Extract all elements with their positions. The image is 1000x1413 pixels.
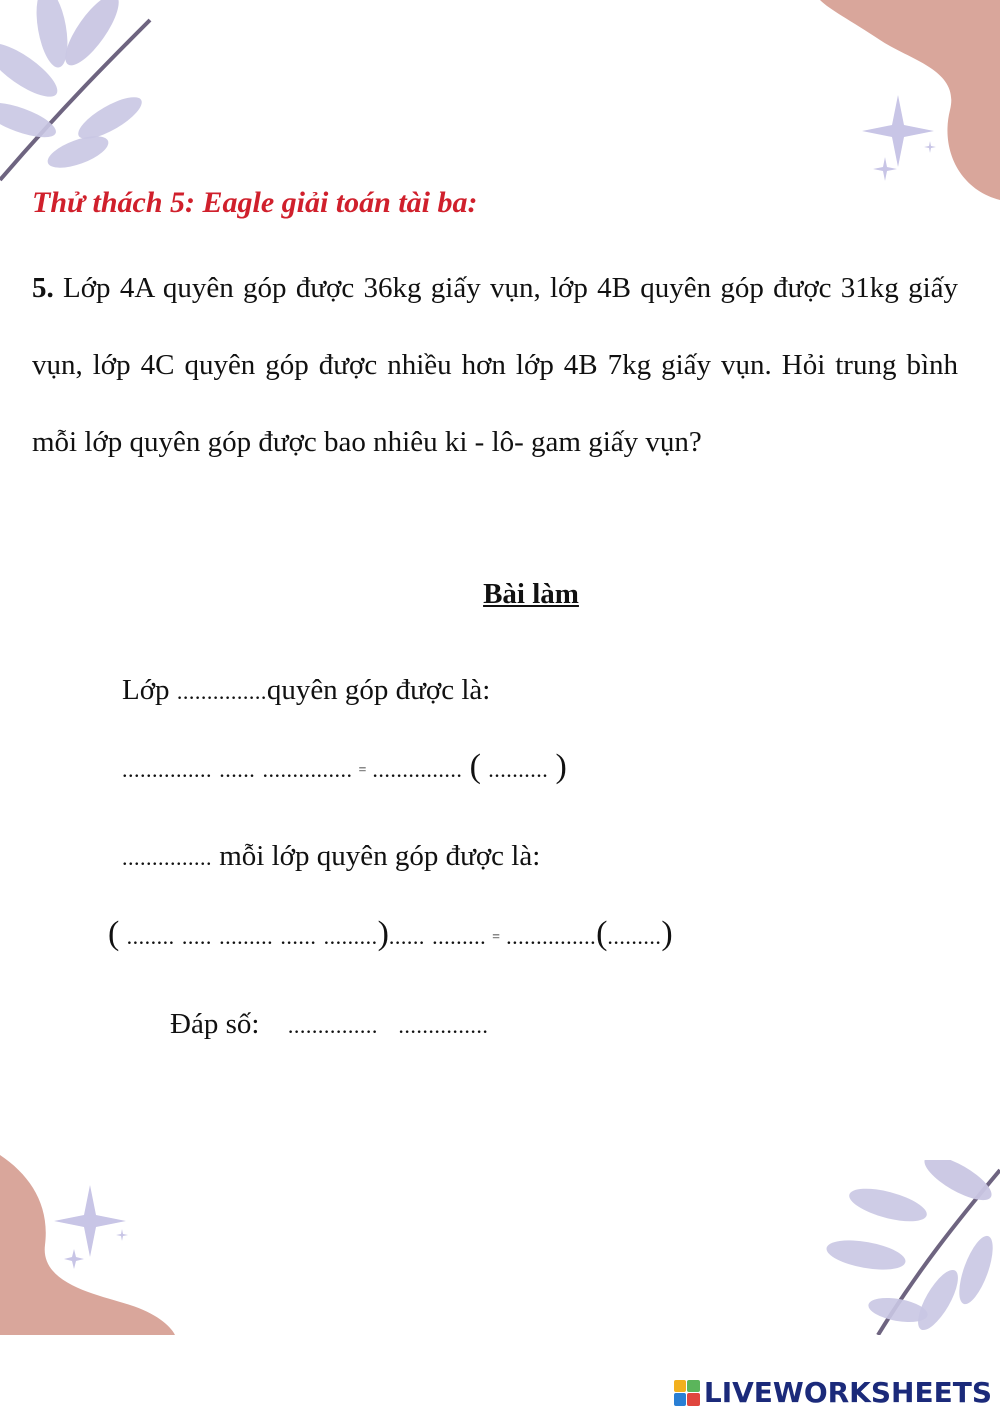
line4-equals: = xyxy=(492,930,501,945)
sparkle-icon xyxy=(50,1185,140,1275)
problem-number: 5. xyxy=(32,272,54,304)
line4-blank-b[interactable]: ..... xyxy=(181,924,212,949)
work-heading: Bài làm xyxy=(483,578,579,610)
final-answer-blank-unit[interactable]: ............... xyxy=(398,1013,489,1038)
answer-line-2 xyxy=(122,748,567,786)
answer-line-1 xyxy=(122,674,490,707)
line4-blank-g[interactable]: ......... xyxy=(432,924,487,949)
line2-open-paren: ( xyxy=(469,748,481,785)
leaf-branch-icon xyxy=(0,0,160,190)
line2-blank-unit[interactable]: .......... xyxy=(488,757,549,782)
line2-close-paren: ) xyxy=(555,748,567,785)
final-answer-blank-value[interactable]: ............... xyxy=(287,1013,378,1038)
line4-open-paren: ( xyxy=(108,915,120,952)
liveworksheets-brand[interactable] xyxy=(674,1376,992,1409)
brand-name: LIVEWORKSHEETS xyxy=(703,1376,992,1409)
line4-blank-c[interactable]: ......... xyxy=(219,924,274,949)
answer-line-3 xyxy=(122,840,540,873)
line4-blank-unit[interactable]: ......... xyxy=(607,924,662,949)
liveworksheets-logo-icon xyxy=(674,1380,700,1406)
line4-blank-a[interactable]: ........ xyxy=(126,924,175,949)
line2-blank-a[interactable]: ............... xyxy=(122,757,212,782)
line4-open-paren-2: ( xyxy=(596,915,608,952)
line2-blank-b[interactable]: ...... xyxy=(219,757,256,782)
line4-close-paren-2: ) xyxy=(661,915,673,952)
line4-blank-f[interactable]: ...... xyxy=(388,924,425,949)
problem-statement xyxy=(32,250,958,481)
line1-prefix: Lớp xyxy=(122,674,177,706)
line4-blank-e[interactable]: ......... xyxy=(323,924,378,949)
leaf-branch-icon xyxy=(818,1160,1000,1335)
final-answer-label: Đáp số: xyxy=(170,1008,260,1040)
line1-blank[interactable]: ............... xyxy=(176,679,267,704)
line2-equals: = xyxy=(358,763,367,778)
line3-suffix: mỗi lớp quyên góp được là: xyxy=(212,840,541,872)
line4-close-paren: ) xyxy=(377,915,389,952)
line2-blank-c[interactable]: ............... xyxy=(262,757,353,782)
problem-text: Lớp 4A quyên góp được 36kg giấy vụn, lớp 4B quyên góp được 31kg giấy vụn, lớp 4C quyên góp được nhiều hơn lớp 4B 7kg giấy vụn. Hỏi trung bình mỗi lớp quyên góp được bao nhiêu ki - lô- gam giấy vụn? xyxy=(32,272,958,458)
line2-blank-d[interactable]: ............... xyxy=(372,757,463,782)
line3-blank[interactable]: ............... xyxy=(122,845,212,870)
final-answer-line xyxy=(170,1008,488,1041)
line1-suffix: quyên góp được là: xyxy=(266,674,491,706)
line4-blank-h[interactable]: ............... xyxy=(506,924,597,949)
answer-line-4 xyxy=(108,915,673,953)
line4-blank-d[interactable]: ...... xyxy=(280,924,317,949)
sparkle-icon xyxy=(858,95,948,185)
challenge-title: Thử thách 5: Eagle giải toán tài ba: xyxy=(32,186,478,219)
